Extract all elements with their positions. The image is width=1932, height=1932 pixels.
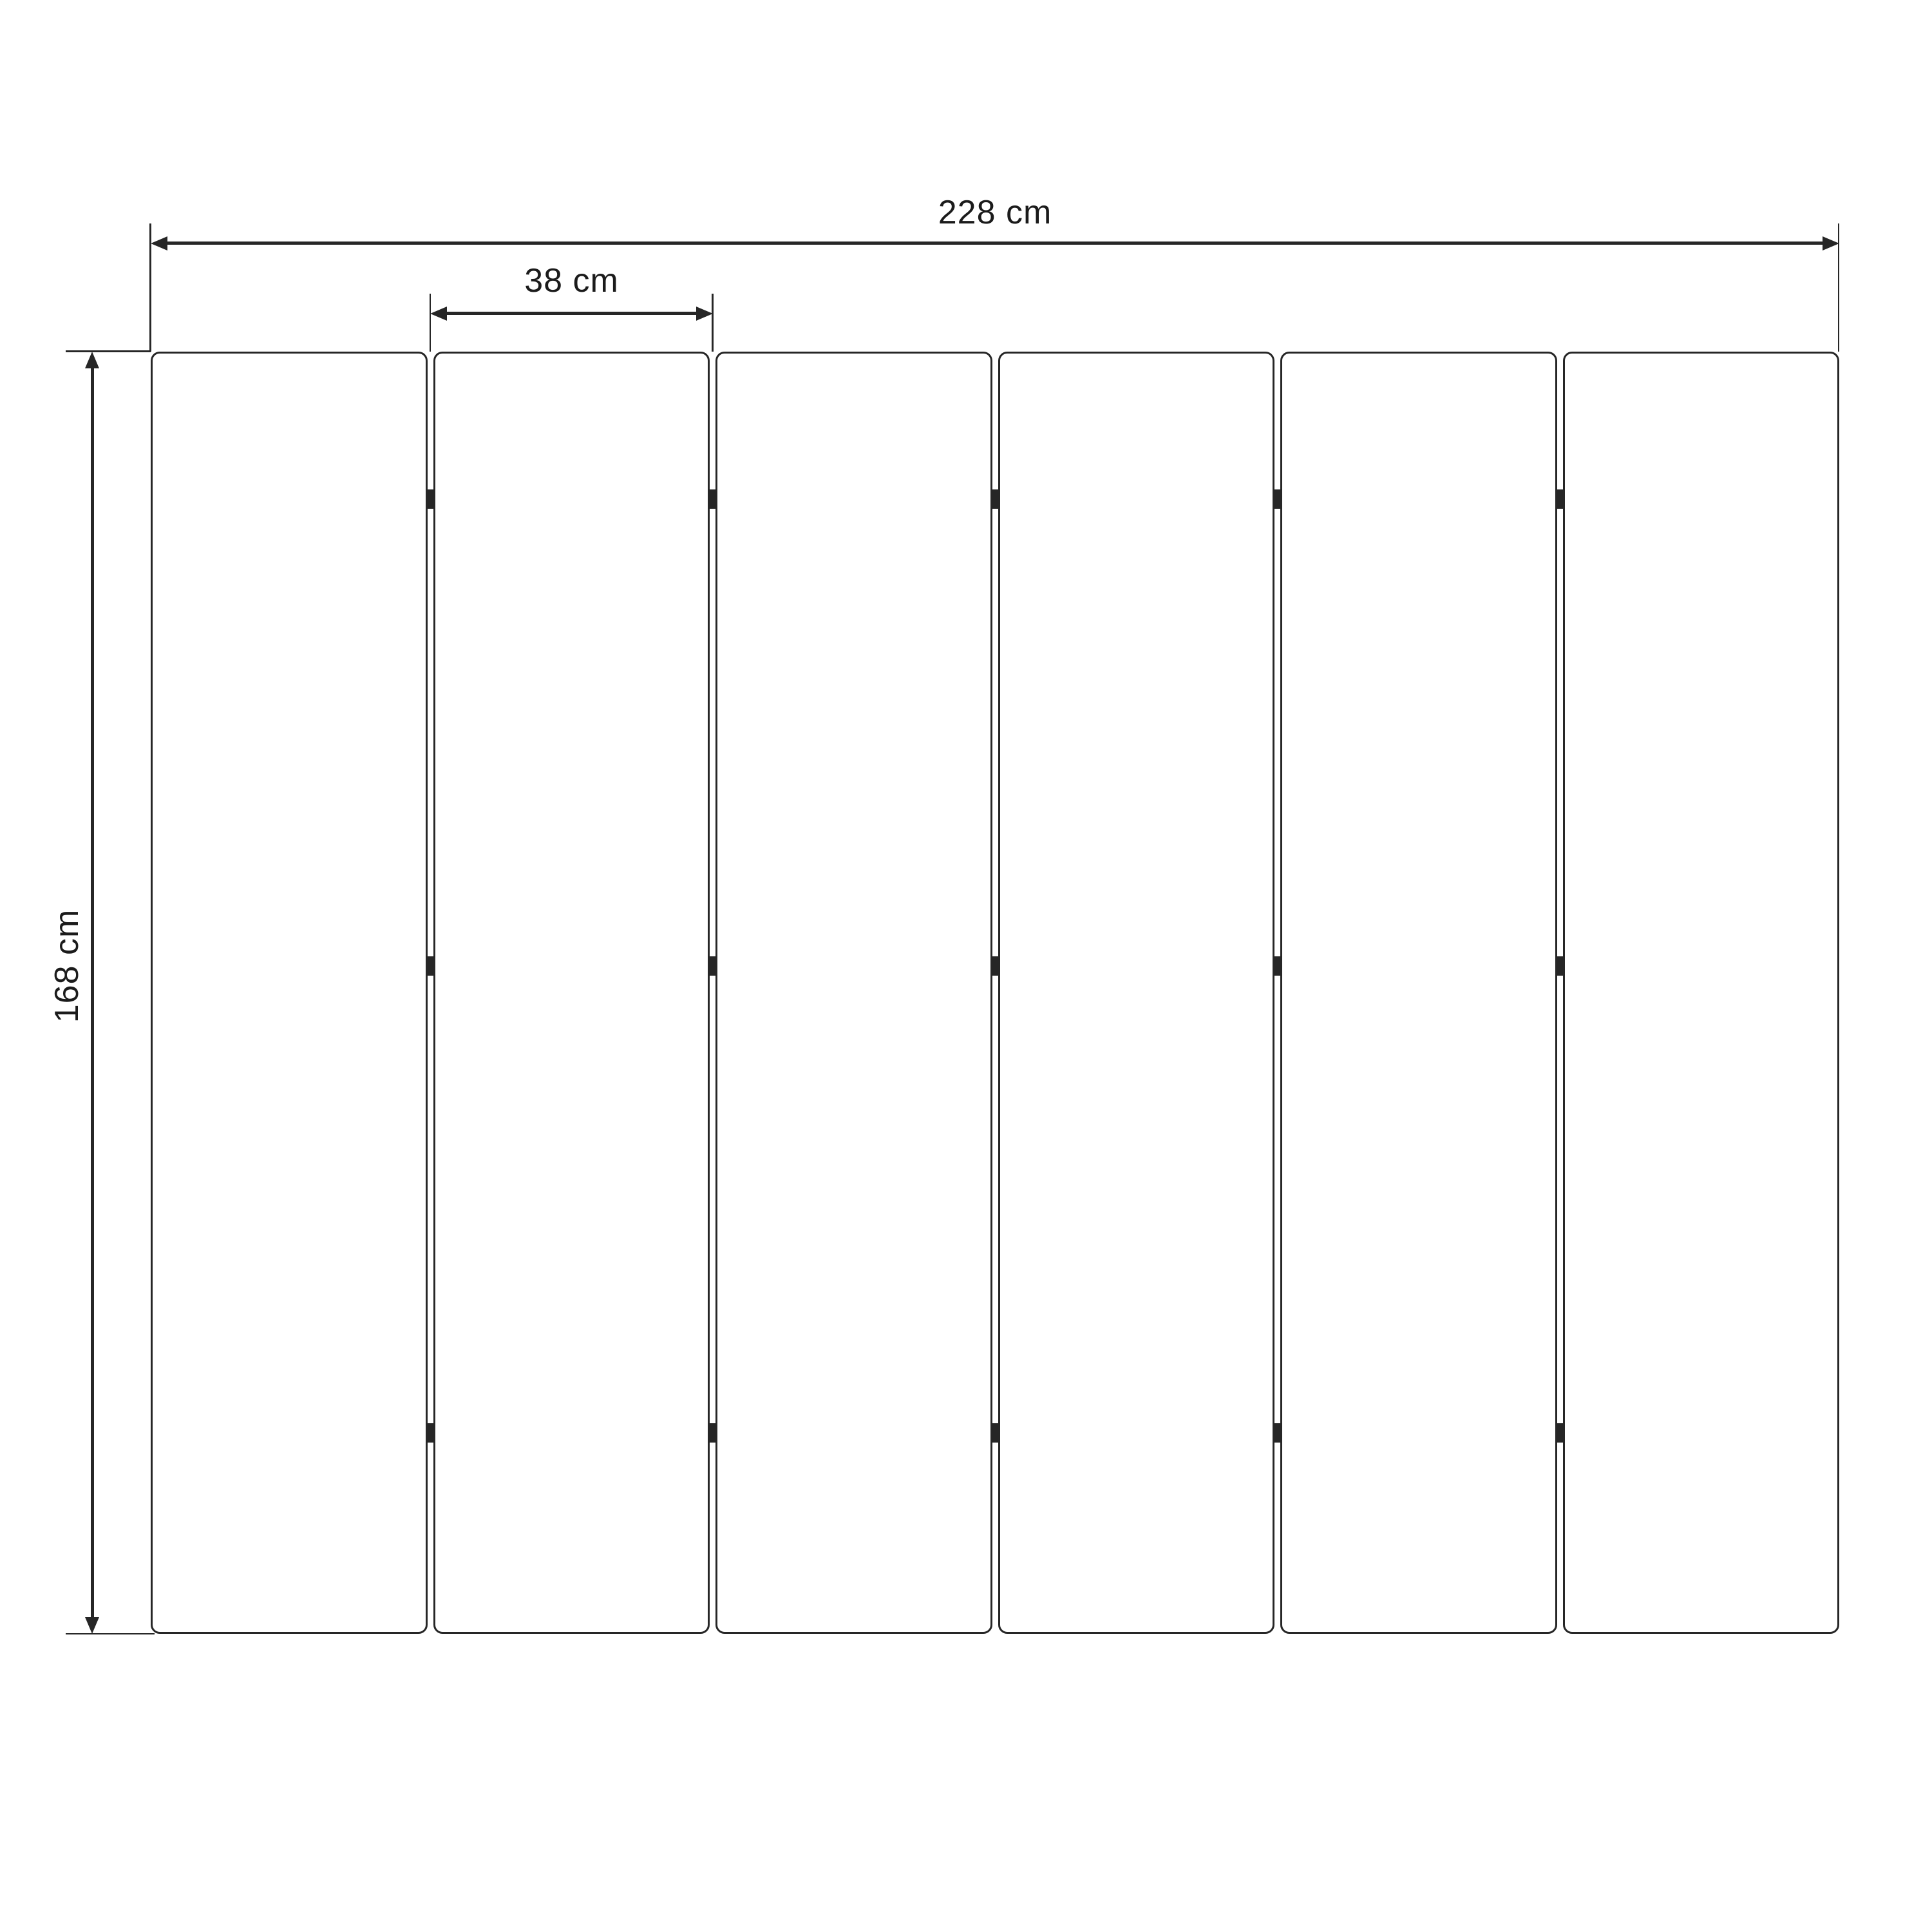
dimension-line-shaft (91, 366, 94, 1620)
dimension-line-shaft (444, 312, 699, 315)
hinge-connector (426, 489, 435, 509)
panel-width-dimension-line (430, 305, 713, 321)
panel (1280, 352, 1557, 1634)
total-width-dimension-line (151, 235, 1839, 251)
hinge-connector (991, 1423, 999, 1443)
hinge-connector (1273, 956, 1282, 976)
height-dimension-label: 168 cm (48, 909, 86, 1023)
total-width-dimension-label: 228 cm (938, 194, 1052, 231)
dimension-arrow-down-icon (85, 1617, 99, 1634)
hinge-connector (1556, 1423, 1564, 1443)
hinge-connector (1273, 489, 1282, 509)
hinge-connector (708, 489, 717, 509)
height-extension-line-top (66, 350, 151, 352)
panel-width-extension-line-left (430, 294, 431, 352)
hinge-connector (991, 489, 999, 509)
hinge-connector (991, 956, 999, 976)
panel (151, 352, 428, 1634)
hinge-connector (1556, 956, 1564, 976)
hinge-connector (426, 1423, 435, 1443)
dimension-arrow-right-icon (1823, 236, 1839, 251)
hinge-connector (708, 1423, 717, 1443)
panel-width-dimension-label: 38 cm (524, 262, 619, 299)
height-dimension-line (84, 352, 100, 1634)
dimension-arrow-left-icon (151, 236, 167, 251)
hinge-connector (1273, 1423, 1282, 1443)
hinge-connector (1556, 489, 1564, 509)
dimension-arrow-up-icon (85, 352, 99, 368)
panel (433, 352, 710, 1634)
panel (998, 352, 1275, 1634)
dimension-line-shaft (165, 242, 1825, 245)
dimension-arrow-right-icon (696, 307, 713, 321)
hinge-connector (708, 956, 717, 976)
panel-width-extension-line-right (712, 294, 714, 352)
panel (1563, 352, 1840, 1634)
height-extension-line-bottom (66, 1633, 155, 1635)
panel (715, 352, 992, 1634)
hinge-connector (426, 956, 435, 976)
dimension-arrow-left-icon (430, 307, 447, 321)
